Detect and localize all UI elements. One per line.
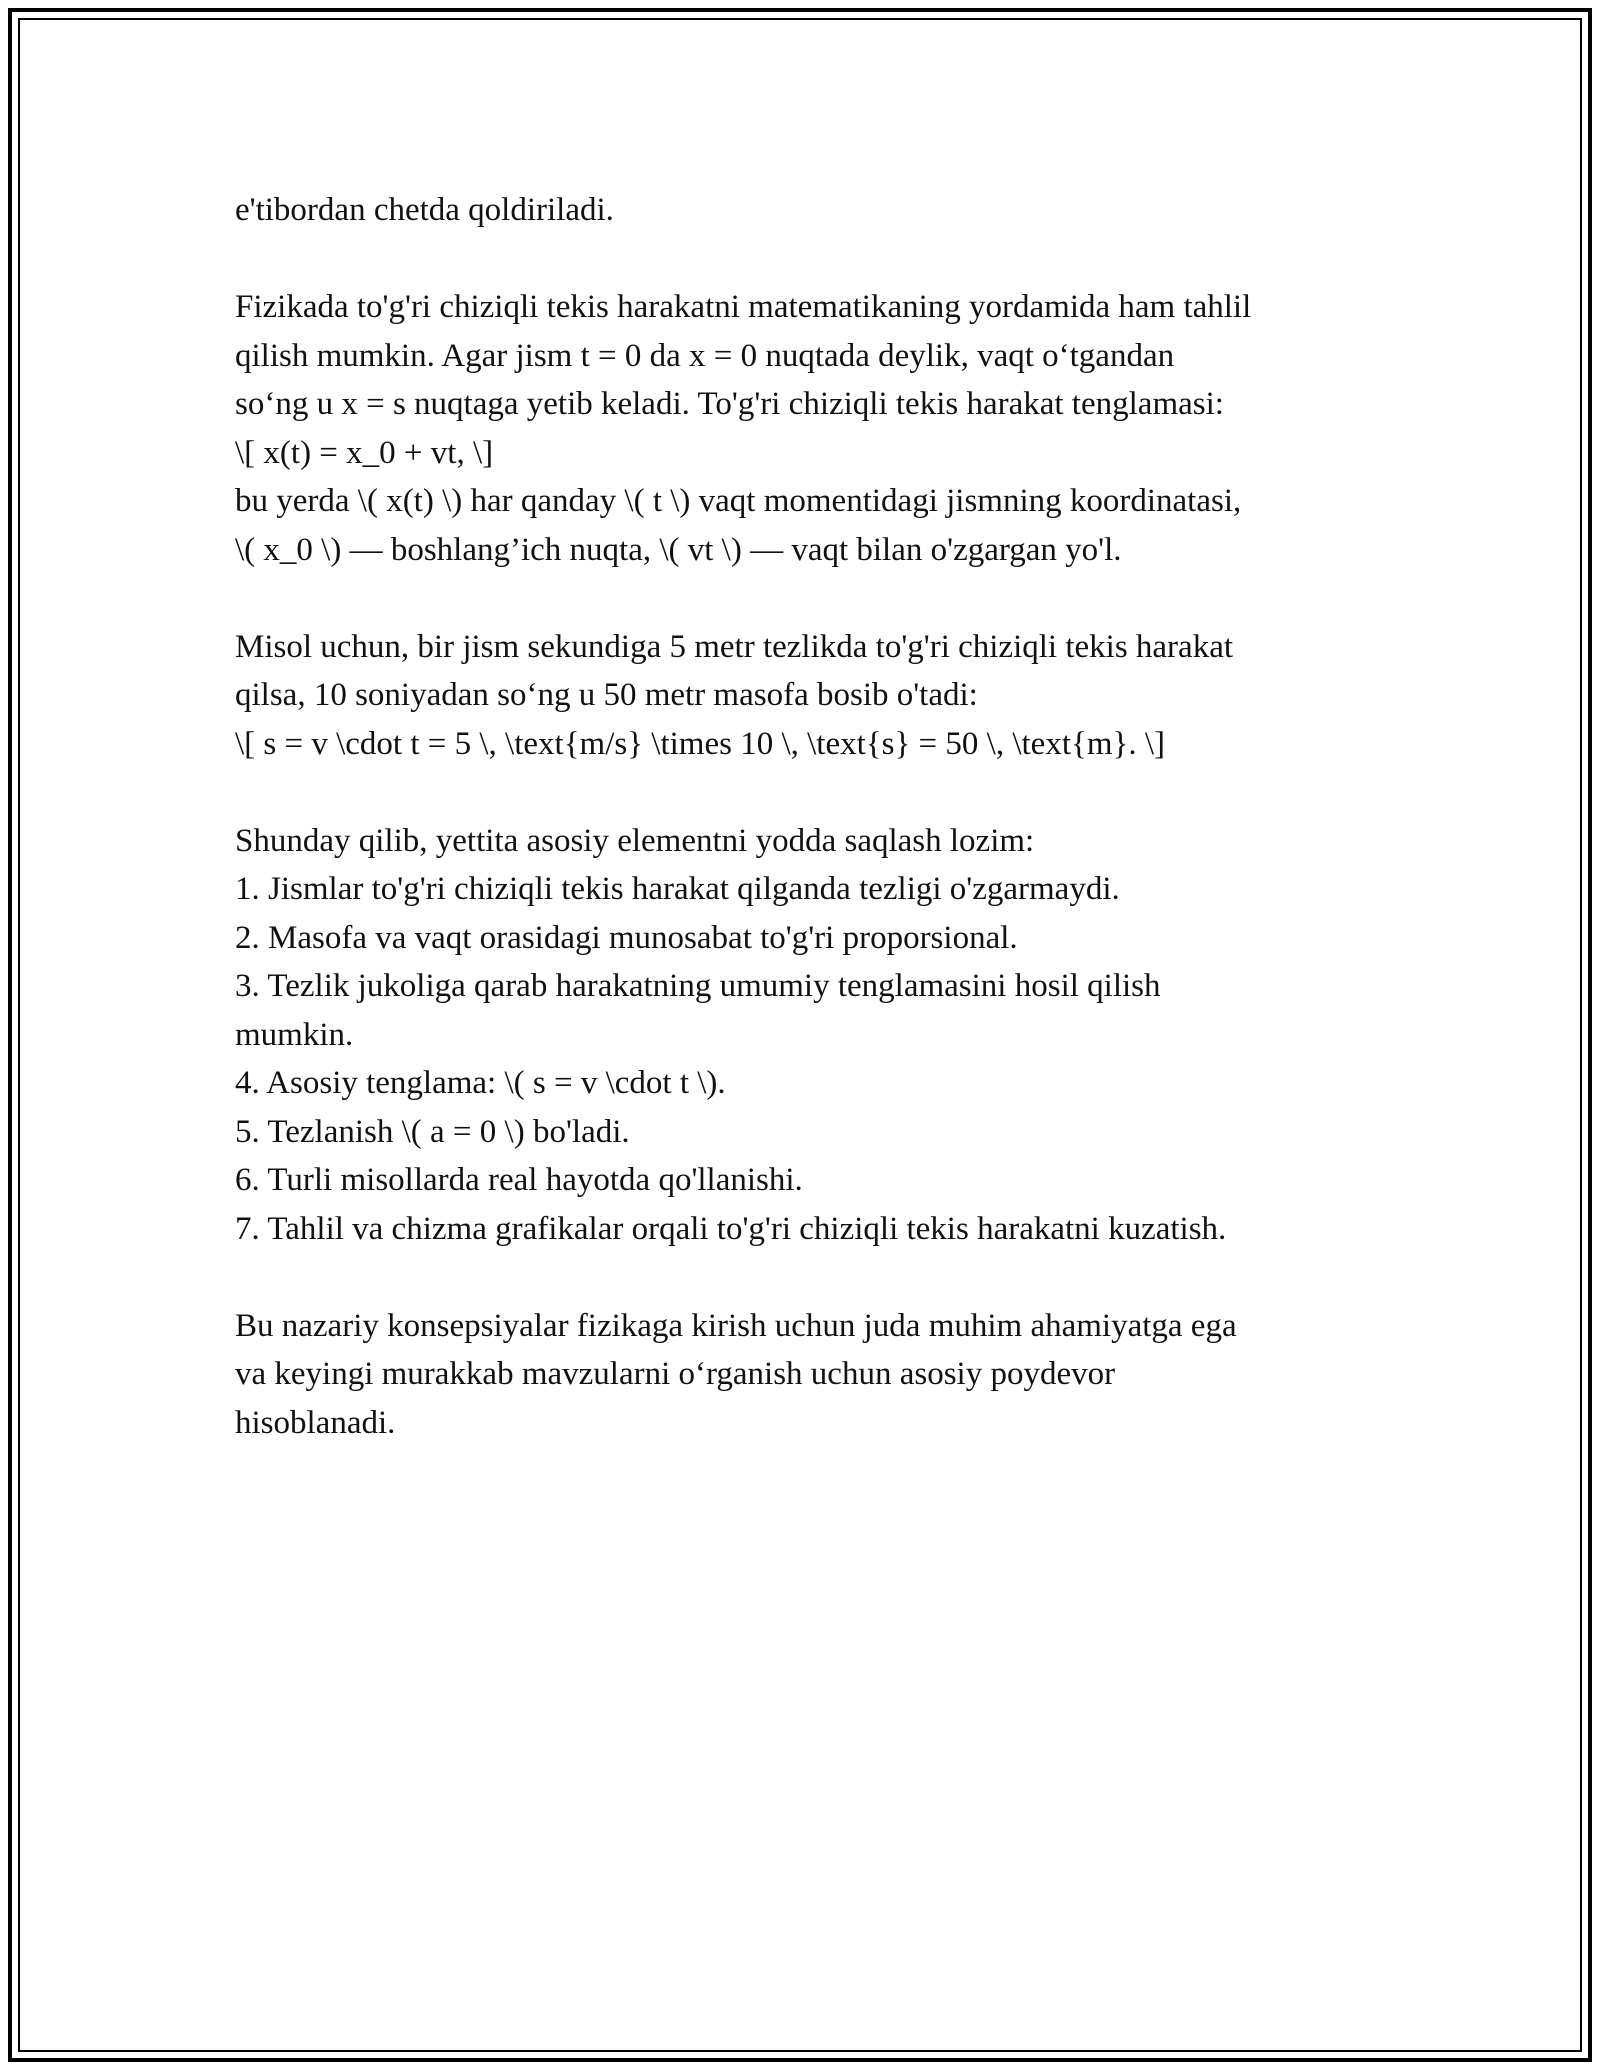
list-item: 1. Jismlar to'g'ri chiziqli tekis harakat qilganda tezligi o'zgarmaydi. <box>235 871 1120 907</box>
paragraph-kinematics-intro <box>235 283 1385 574</box>
continuation-line: e'tibordan chetda qoldiriladi. <box>235 192 614 228</box>
text-line: bu yerda \( x(t) \) har qanday \( t \) vaqt momentidagi jismning koordinatasi, <box>235 483 1242 519</box>
text-line: Bu nazariy konsepsiyalar fizikaga kirish uchun juda muhim ahamiyatga ega <box>235 1307 1237 1344</box>
list-item: 5. Tezlanish \( a = 0 \) bo'ladi. <box>235 1113 630 1150</box>
text-line: so‘ng u x = s nuqtaga yetib keladi. To'g'ri chiziqli tekis harakat tenglamasi: <box>235 386 1224 422</box>
text-line: qilish mumkin. Agar jism t = 0 da x = 0 nuqtada deylik, vaqt o‘tgandan <box>235 337 1175 374</box>
paragraph-gap <box>235 1253 1385 1302</box>
list-item: 7. Tahlil va chizma grafikalar orqali to'g'ri chiziqli tekis harakatni kuzatish. <box>235 1210 1227 1247</box>
text-line: Misol uchun, bir jism sekundiga 5 metr tezlikda to'g'ri chiziqli tekis harakat <box>235 628 1234 665</box>
paragraph-gap <box>235 235 1385 284</box>
text-line: Fizikada to'g'ri chiziqli tekis harakatni matematikaning yordamida ham tahlil <box>235 289 1252 325</box>
list-item: 4. Asosiy tenglama: \( s = v \cdot t \). <box>235 1065 726 1101</box>
paragraph-example <box>235 623 1385 769</box>
text-line: \( x_0 \) — boshlang’ich nuqta, \( vt \) — vaqt bilan o'zgargan yo'l. <box>235 531 1122 568</box>
paragraph-gap <box>235 574 1385 623</box>
paragraph-conclusion <box>235 1302 1385 1448</box>
paragraph-gap <box>235 768 1385 817</box>
text-line: hisoblanadi. <box>235 1404 396 1441</box>
text-line: va keyingi murakkab mavzularni o‘rganish uchun asosiy poydevor <box>235 1356 1116 1392</box>
text-line: qilsa, 10 soniyadan so‘ng u 50 metr masofa bosib o'tadi: <box>235 677 978 713</box>
document-body <box>235 186 1385 1447</box>
list-item: 3. Tezlik jukoliga qarab harakatning umumiy tenglamasini hosil qilish <box>235 968 1161 1004</box>
list-intro: Shunday qilib, yettita asosiy elementni yodda saqlash lozim: <box>235 822 1035 859</box>
list-item: 2. Masofa va vaqt orasidagi munosabat to'g'ri proporsional. <box>235 919 1018 956</box>
equation-line: \[ x(t) = x_0 + vt, \] <box>235 434 494 471</box>
list-item: 6. Turli misollarda real hayotda qo'llanishi. <box>235 1162 803 1198</box>
list-item-continuation: mumkin. <box>235 1016 354 1053</box>
key-points-list <box>235 817 1385 1254</box>
equation-line: \[ s = v \cdot t = 5 \, \text{m/s} \times 10 \, \text{s} = 50 \, \text{m}. \] <box>235 725 1165 762</box>
